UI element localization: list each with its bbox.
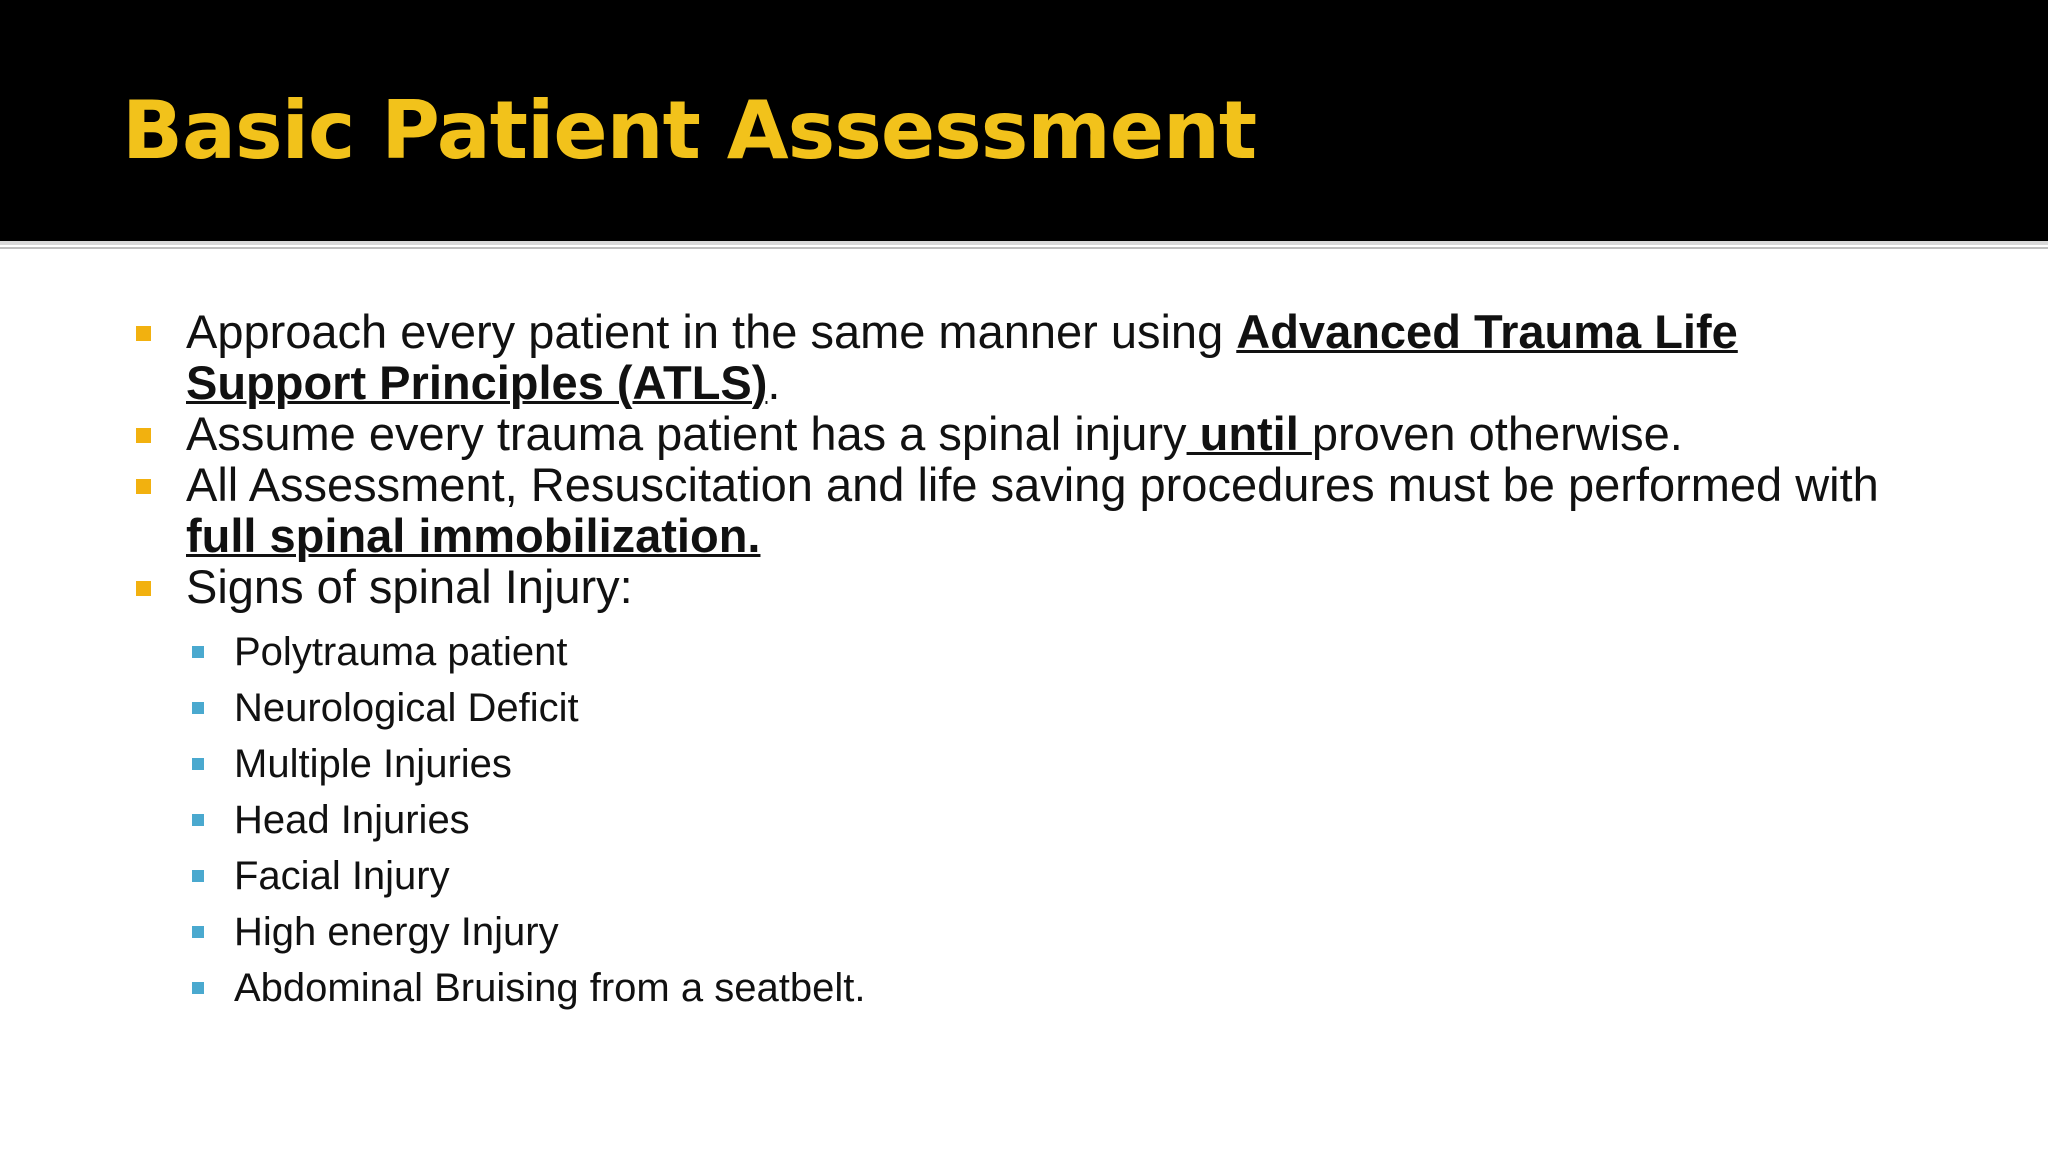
square-bullet-icon (192, 814, 204, 826)
square-bullet-icon (136, 479, 151, 494)
square-bullet-icon (192, 926, 204, 938)
slide-title: Basic Patient Assessment (122, 84, 1257, 177)
sub-bullet-text: Head Injuries (234, 798, 470, 842)
bullet-item (130, 306, 1930, 408)
sub-bullet-text: Abdominal Bruising from a seatbelt. (234, 966, 866, 1010)
bullet-emphasis: Advanced Trauma Life Support Principles (ATLS) (186, 305, 1738, 409)
square-bullet-icon (192, 646, 204, 658)
sub-bullet-item (186, 624, 1930, 680)
square-bullet-icon (192, 758, 204, 770)
slide-content (130, 306, 1930, 1016)
square-bullet-icon (192, 870, 204, 882)
title-divider-secondary (0, 247, 2048, 249)
bullet-item (130, 459, 1930, 561)
square-bullet-icon (192, 982, 204, 994)
bullet-text: Approach every patient in the same manner using (186, 305, 1237, 358)
sub-bullet-item (186, 736, 1930, 792)
sub-bullet-item (186, 960, 1930, 1016)
title-divider (0, 241, 2048, 245)
sub-bullet-item (186, 792, 1930, 848)
sub-bullet-list (130, 624, 1930, 1016)
sub-bullet-text: Polytrauma patient (234, 630, 568, 674)
sub-bullet-item (186, 848, 1930, 904)
bullet-text: Assume every trauma patient has a spinal injury (186, 407, 1187, 460)
square-bullet-icon (136, 581, 151, 596)
bullet-text-end: proven otherwise. (1311, 407, 1683, 460)
square-bullet-icon (136, 326, 151, 341)
bullet-text: Signs of spinal Injury: (186, 560, 633, 613)
sub-bullet-text: Facial Injury (234, 854, 450, 898)
square-bullet-icon (192, 702, 204, 714)
bullet-emphasis: full spinal immobilization. (186, 509, 761, 562)
square-bullet-icon (136, 428, 151, 443)
sub-bullet-text: High energy Injury (234, 910, 559, 954)
sub-bullet-text: Multiple Injuries (234, 742, 512, 786)
title-bar (0, 0, 2048, 241)
bullet-text-end: . (767, 356, 781, 409)
bullet-emphasis: until (1186, 407, 1312, 460)
bullet-item (130, 561, 1930, 612)
sub-bullet-item (186, 904, 1930, 960)
sub-bullet-text: Neurological Deficit (234, 686, 579, 730)
bullet-item (130, 408, 1930, 459)
bullet-text: All Assessment, Resuscitation and life saving procedures must be performed with (186, 458, 1879, 511)
sub-bullet-item (186, 680, 1930, 736)
